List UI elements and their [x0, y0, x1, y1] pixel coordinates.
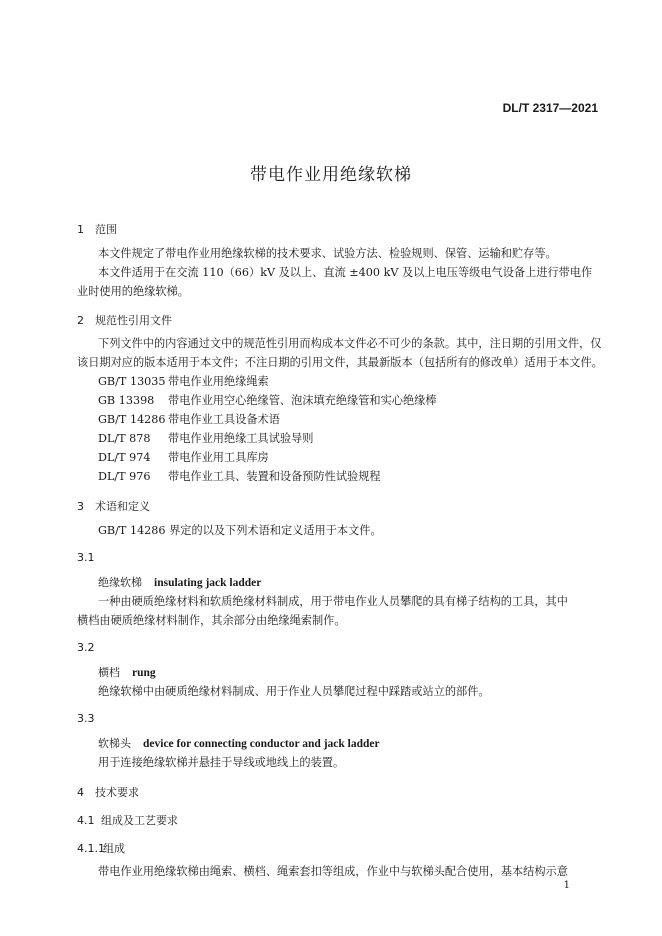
section-4-1-heading — [77, 812, 178, 828]
standard-number: DL/T 2317—2021 — [502, 101, 598, 115]
reference-code: GB/T 13035 — [98, 375, 166, 388]
term-number: 3.3 — [77, 712, 95, 725]
page-number: 1 — [563, 880, 570, 891]
term-english: rung — [132, 667, 156, 679]
section-number: 1 — [77, 223, 84, 236]
section-1-heading — [77, 221, 117, 237]
reference-title: 带电作业用工具库房 — [168, 451, 269, 464]
paragraph: 下列文件中的内容通过文中的规范性引用而构成本文件必不可少的条款。其中，注日期的引用文件，仅 — [98, 337, 602, 350]
reference-code: GB/T 14286 — [98, 413, 166, 426]
paragraph-continued: 该日期对应的版本适用于本文件；不注日期的引用文件，其最新版本（包括所有的修改单）适用于本文件。 — [77, 356, 603, 369]
section-title: 规范性引用文件 — [95, 314, 172, 327]
section-2-heading — [77, 312, 172, 328]
reference-title: 带电作业用绝缘绳索 — [168, 375, 269, 388]
section-4-heading — [77, 784, 139, 800]
section-number: 4.1 — [77, 814, 95, 827]
term-heading — [98, 575, 261, 591]
paragraph-continued: 业时使用的绝缘软梯。 — [77, 285, 189, 298]
reference-code: DL/T 974 — [98, 451, 151, 464]
reference-title: 带电作业用绝缘工具试验导则 — [168, 432, 314, 445]
section-4-1-1-heading — [77, 840, 125, 856]
reference-entry — [98, 469, 381, 485]
paragraph: 带电作业用绝缘软梯由绳索、横档、绳索套扣等组成，作业中与软梯头配合使用，基本结构示意 — [98, 865, 568, 878]
reference-title: 带电作业用空心绝缘管、泡沫填充绝缘管和实心绝缘棒 — [168, 394, 437, 407]
term-definition: 一种由硬质绝缘材料和软质绝缘材料制成，用于带电作业人员攀爬的具有梯子结构的工具，其中 — [98, 595, 568, 608]
term-chinese: 横档 — [98, 666, 120, 679]
section-3-heading — [77, 498, 150, 514]
reference-entry — [98, 431, 313, 447]
reference-title: 带电作业工具、装置和设备预防性试验规程 — [168, 470, 381, 483]
term-definition: 用于连接绝缘软梯并悬挂于导线或地线上的装置。 — [98, 756, 345, 769]
term-english: insulating jack ladder — [154, 577, 262, 589]
reference-entry — [98, 412, 280, 428]
term-english: device for connecting conductor and jack ladder — [143, 738, 380, 750]
reference-entry — [98, 450, 269, 466]
section-title: 范围 — [95, 223, 117, 236]
section-number: 2 — [77, 314, 84, 327]
term-definition: 绝缘软梯中由硬质绝缘材料制成、用于作业人员攀爬过程中踩踏或站立的部件。 — [98, 685, 490, 698]
document-title: 带电作业用绝缘软梯 — [250, 165, 412, 185]
term-chinese: 软梯头 — [98, 737, 131, 750]
section-title: 组成及工艺要求 — [101, 814, 178, 827]
term-heading — [98, 665, 156, 681]
section-number: 3 — [77, 500, 84, 513]
paragraph: 本文件规定了带电作业用绝缘软梯的技术要求、试验方法、检验规则、保管、运输和贮存等。 — [98, 247, 557, 260]
section-title: 组成 — [103, 842, 125, 855]
reference-entry — [98, 393, 437, 409]
term-number: 3.1 — [77, 551, 95, 564]
term-chinese: 绝缘软梯 — [98, 576, 142, 589]
section-number: 4 — [77, 786, 84, 799]
term-heading — [98, 736, 380, 752]
term-number: 3.2 — [77, 641, 95, 654]
reference-title: 带电作业工具设备术语 — [168, 413, 280, 426]
paragraph: 本文件适用于在交流 110（66）kV 及以上、直流 ±400 kV 及以上电压等级电气设备上进行带电作 — [98, 266, 593, 279]
section-title: 技术要求 — [95, 786, 139, 799]
term-definition-continued: 横档由硬质绝缘材料制作，其余部分由绝缘绳索制作。 — [77, 614, 346, 627]
section-title: 术语和定义 — [95, 500, 150, 513]
reference-code: GB 13398 — [98, 394, 155, 407]
reference-entry — [98, 374, 269, 390]
reference-code: DL/T 976 — [98, 470, 151, 483]
paragraph: GB/T 14286 界定的以及下列术语和定义适用于本文件。 — [98, 524, 382, 537]
reference-code: DL/T 878 — [98, 432, 151, 445]
section-number: 4.1.1 — [77, 842, 105, 855]
